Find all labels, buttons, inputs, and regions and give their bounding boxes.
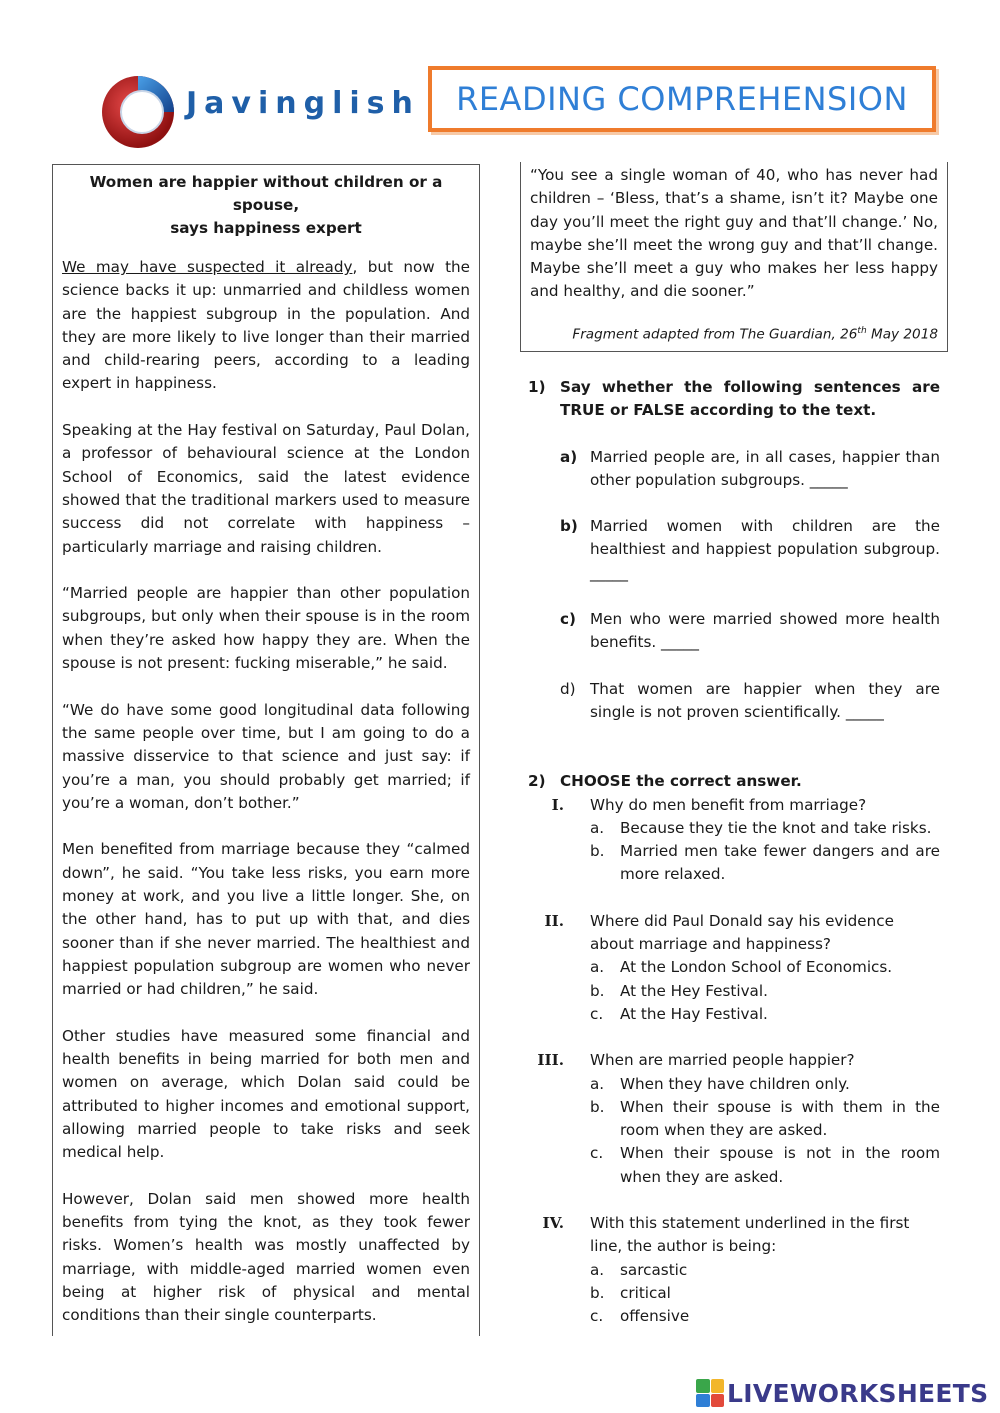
tf-item <box>528 515 940 585</box>
mc-question-2 <box>528 910 940 1026</box>
mc-option[interactable] <box>590 1142 940 1189</box>
underlined-statement: We may have suspected it already <box>62 258 353 276</box>
option-text: At the Hay Festival. <box>620 1004 768 1023</box>
article-paragraph-6: Other studies have measured some financial and health benefits in being married for both men and women on average, which Dolan said could be attributed to higher incomes and emotional support, allowing married people to take risks and seek medical help. <box>62 1026 470 1162</box>
tf-statement[interactable]: Married women with children are the healthiest and happiest population subgroup. _____ <box>590 517 940 582</box>
mc-option[interactable] <box>590 1073 940 1096</box>
tf-letter: b) <box>560 517 578 536</box>
option-text: When their spouse is with them in the room when they are asked. <box>620 1097 940 1140</box>
mc-option[interactable] <box>590 1003 940 1026</box>
option-letter: c. <box>590 1144 604 1163</box>
option-letter: a. <box>590 958 605 977</box>
roman-numeral: II. <box>544 911 564 930</box>
option-text: Because they tie the knot and take risks. <box>620 818 932 837</box>
javinglish-logo-icon <box>100 72 184 152</box>
title-banner <box>428 66 936 132</box>
option-text: sarcastic <box>620 1260 688 1279</box>
source-text: Fragment adapted from The Guardian, 26 <box>572 326 858 343</box>
question-2-instruction: CHOOSE the correct answer. <box>560 772 802 791</box>
question-2-heading <box>528 770 940 793</box>
article-title-line2: says happiness expert <box>170 219 362 237</box>
option-text: At the Hey Festival. <box>620 981 768 1000</box>
roman-numeral: IV. <box>542 1214 564 1233</box>
option-text: Married men take fewer dangers and are more relaxed. <box>620 842 940 884</box>
mc-question-text: With this statement underlined in the first line, the author is being: <box>590 1214 910 1256</box>
tf-letter: a) <box>560 447 578 466</box>
source-date: May 2018 <box>866 326 938 343</box>
option-letter: a. <box>590 818 605 837</box>
questions-section <box>528 376 940 1329</box>
mc-option[interactable] <box>590 1259 940 1282</box>
option-text: critical <box>620 1283 671 1302</box>
tf-statement[interactable]: That women are happier when they are single is not proven scientifically. _____ <box>590 679 940 721</box>
question-1-heading <box>528 376 940 423</box>
option-letter: a. <box>590 1260 605 1279</box>
mc-option[interactable] <box>590 817 940 840</box>
mc-option[interactable] <box>590 980 940 1003</box>
question-1-number: 1) <box>528 378 546 396</box>
tf-item <box>528 608 940 655</box>
mc-question-text: Where did Paul Donald say his evidence about marriage and happiness? <box>590 911 894 954</box>
article-paragraph-4: “We do have some good longitudinal data following the same people over time, but I am going to do a massive disservice to that science and just say: if you’re a man, you should probably get married; if you’re a woman, don’t bother.” <box>62 700 470 812</box>
article-paragraph-3: “Married people are happier than other population subgroups, but only when their spouse is in the room when they’re asked how happy they are. When the spouse is not present: fucking miserable,” he said. <box>62 584 470 673</box>
option-letter: b. <box>590 1283 605 1302</box>
javinglish-logo <box>100 72 420 152</box>
roman-numeral: I. <box>551 795 564 814</box>
mc-question-3 <box>528 1049 940 1189</box>
option-letter: b. <box>590 1097 605 1116</box>
mc-option[interactable] <box>590 1282 940 1305</box>
option-letter: b. <box>590 981 605 1000</box>
paragraph-1-rest: , but now the science backs it up: unmarried and childless women are the happiest subgroup in the population. And they are more likely to live longer than their married and child-rearing peers, according to a leading expert in happiness. <box>62 258 470 393</box>
mc-question-1 <box>528 794 940 887</box>
mc-question-text: When are married people happier? <box>590 1051 855 1070</box>
tf-statement[interactable]: Married people are, in all cases, happier than other population subgroups. _____ <box>590 447 940 489</box>
article-column <box>52 164 480 1336</box>
tf-statement[interactable]: Men who were married showed more health benefits. _____ <box>590 610 940 652</box>
roman-numeral: III. <box>537 1051 564 1070</box>
article-title <box>62 171 470 240</box>
option-text: At the London School of Economics. <box>620 958 893 977</box>
mc-option[interactable] <box>590 1305 940 1328</box>
logo-wordmark: Javinglish <box>186 86 420 121</box>
tf-letter: c) <box>560 610 576 629</box>
option-text: offensive <box>620 1307 690 1326</box>
article-paragraph-2: Speaking at the Hay festival on Saturday, Paul Dolan, a professor of behavioural science at the London School of Economics, said the latest evidence showed that the traditional markers used to measure success did not correlate with happiness – particularly marriage and raising children. <box>62 421 470 556</box>
liveworksheets-brand: LIVEWORKSHEETS <box>727 1378 989 1408</box>
option-text: When they have children only. <box>620 1074 850 1093</box>
mc-question-4 <box>528 1212 940 1328</box>
option-letter: b. <box>590 842 605 861</box>
mc-option[interactable] <box>590 1096 940 1143</box>
mc-option[interactable] <box>590 840 940 887</box>
question-1-instruction: Say whether the following sentences are TRUE or FALSE according to the text. <box>560 378 940 420</box>
article-paragraph-1 <box>62 256 470 396</box>
tf-item <box>528 446 940 493</box>
article-paragraph-5: Men benefited from marriage because they “calmed down”, he said. “You take less risks, you earn more money at work, and you live a little longer. She, on the other hand, has to put up with that, and dies sooner than if she never married. The healthiest and happiest population subgroup are women who never married or had children,” he said. <box>62 840 470 999</box>
option-letter: a. <box>590 1074 605 1093</box>
source-citation <box>572 320 938 347</box>
question-2-number: 2) <box>528 772 546 791</box>
source-superscript: th <box>857 326 867 337</box>
article-continuation <box>520 162 948 352</box>
tf-item <box>528 678 940 725</box>
option-letter: c. <box>590 1307 604 1326</box>
mc-option[interactable] <box>590 956 940 979</box>
article-title-line1: Women are happier without children or a spouse, <box>89 173 443 214</box>
quote-paragraph: “You see a single woman of 40, who has never had children – ‘Bless, that’s a shame, isn’t it? Maybe one day you’ll meet the right guy and that’ll change.’ No, maybe she’ll meet the wrong guy and that’ll change. Maybe she’ll meet a guy who makes her less happy and healthy, and die sooner.” <box>530 166 938 301</box>
banner-title: READING COMPREHENSION <box>456 80 908 118</box>
option-text: When their spouse is not in the room when they are asked. <box>620 1144 940 1186</box>
mc-question-text: Why do men benefit from marriage? <box>590 795 867 814</box>
article-paragraph-7: However, Dolan said men showed more health benefits from tying the knot, as they took fewer risks. Women’s health was mostly unaffected by marriage, with middle-aged married women even being at higher risk of physical and mental conditions than their single counterparts. <box>62 1189 470 1325</box>
tf-letter: d) <box>560 679 576 698</box>
liveworksheets-logo-icon <box>696 1379 724 1407</box>
liveworksheets-footer <box>696 1376 996 1410</box>
option-letter: c. <box>590 1004 604 1023</box>
